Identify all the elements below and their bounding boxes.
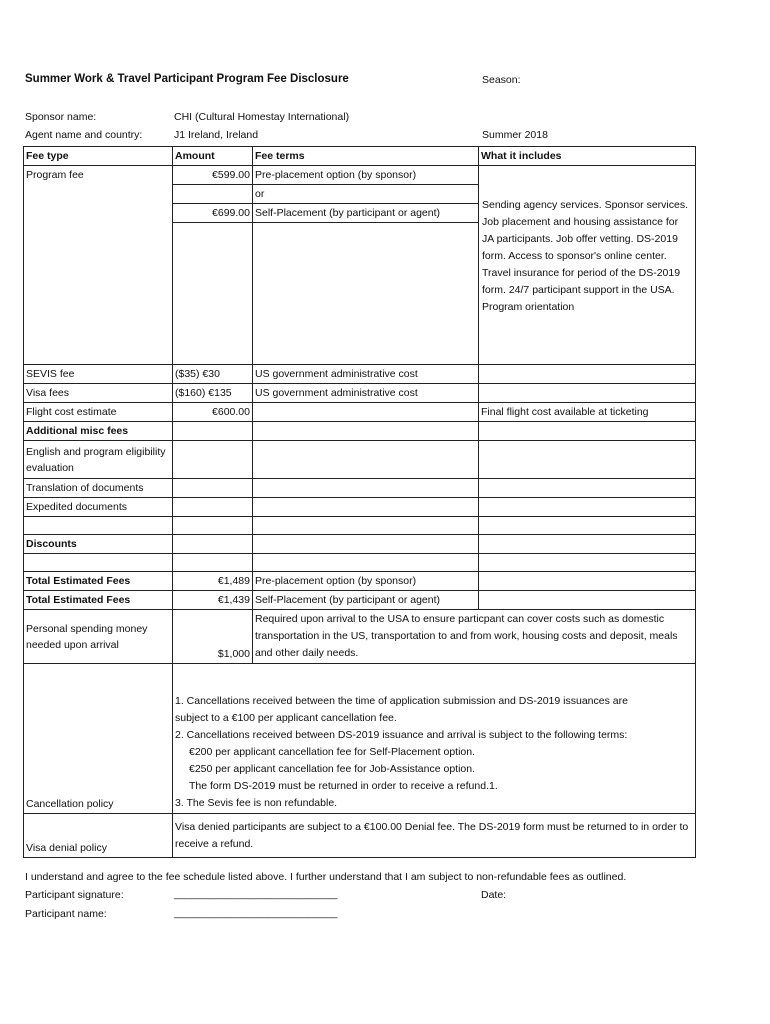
cancellation-policy-label: Cancellation policy xyxy=(24,664,173,814)
visa-denial-text: Visa denied participants are subject to a €100.00 Denial fee. The DS-2019 form must be returned to in order to receive a refund. xyxy=(173,814,696,858)
program-fee-or: or xyxy=(253,185,479,204)
expedited-label: Expedited documents xyxy=(24,498,173,517)
total-fees-amount-1: €1,489 xyxy=(173,572,253,591)
table-row xyxy=(24,591,696,610)
misc-fees-header: Additional misc fees xyxy=(24,422,173,441)
total-fees-label-1: Total Estimated Fees xyxy=(24,572,173,591)
table-row xyxy=(24,572,696,591)
total-fees-label-2: Total Estimated Fees xyxy=(24,591,173,610)
season-label: Season: xyxy=(482,74,521,86)
program-fee-label: Program fee xyxy=(24,166,173,365)
table-row xyxy=(24,403,696,422)
cancellation-policy-text: 1. Cancellations received between the time of application submission and DS-2019 issuances are subject to a €100 per applicant cancellation fee. 2. Cancellations received between DS-2019 issuance and arrival is subject to the following terms: €200 per applicant cancellation fee for Self-Placement option. €250 per applicant cancellation fee for Job-Assistance option. The form DS-2019 must be returned in order to receive a refund.1. 3. The Sevis fee is non refundable. xyxy=(173,664,696,814)
page-title: Summer Work & Travel Participant Program Fee Disclosure xyxy=(25,73,349,85)
sponsor-value: CHI (Cultural Homestay International) xyxy=(174,111,350,123)
table-row xyxy=(24,554,696,572)
visa-denial-label: Visa denial policy xyxy=(24,814,173,858)
spending-money-label: Personal spending money needed upon arrival xyxy=(24,610,173,664)
table-row xyxy=(24,498,696,517)
agreement-statement: I understand and agree to the fee schedule listed above. I further understand that I am subject to non-refundable fees as outlined. xyxy=(25,871,627,883)
english-eval-label: English and program eligibility evaluation xyxy=(24,441,173,479)
program-fee-term-1: Pre-placement option (by sponsor) xyxy=(253,166,479,185)
table-row xyxy=(24,610,696,664)
discounts-label: Discounts xyxy=(24,535,173,554)
header-amount: Amount xyxy=(173,147,253,166)
program-fee-term-2: Self-Placement (by participant or agent) xyxy=(253,204,479,223)
table-row xyxy=(24,441,696,479)
season-value: Summer 2018 xyxy=(482,129,548,141)
header-fee-terms: Fee terms xyxy=(253,147,479,166)
translation-label: Translation of documents xyxy=(24,479,173,498)
spending-money-amount: $1,000 xyxy=(173,610,253,664)
table-row xyxy=(24,517,696,535)
visa-fee-amount: ($160) €135 xyxy=(173,384,253,403)
table-row xyxy=(24,384,696,403)
participant-name-label: Participant name: xyxy=(25,908,107,920)
header-fee-type: Fee type xyxy=(24,147,173,166)
agent-value: J1 Ireland, Ireland xyxy=(174,129,259,141)
table-row xyxy=(24,422,696,441)
visa-fee-terms: US government administrative cost xyxy=(253,384,479,403)
sevis-fee-amount: ($35) €30 xyxy=(173,365,253,384)
total-fees-terms-1: Pre-placement option (by sponsor) xyxy=(253,572,479,591)
header-what-it-includes: What it includes xyxy=(479,147,696,166)
table-row xyxy=(24,166,696,185)
total-fees-terms-2: Self-Placement (by participant or agent) xyxy=(253,591,479,610)
program-fee-amount-2: €699.00 xyxy=(173,204,253,223)
spending-money-terms: Required upon arrival to the USA to ensure particpant can cover costs such as domestic transportation in the US, transportation to and from work, housing costs and deposit, meals and other daily needs. xyxy=(253,610,696,664)
signature-line[interactable]: ____________________________ xyxy=(174,888,338,900)
program-fee-includes: Sending agency services. Sponsor services. Job placement and housing assistance for JA participants. Job offer vetting. DS-2019 form. Access to sponsor's online center. Travel insurance for period of the DS-2019 form. 24/7 participant support in the USA. Program orientation xyxy=(479,166,696,365)
date-label: Date: xyxy=(481,889,507,901)
flight-cost-amount: €600.00 xyxy=(173,403,253,422)
table-row xyxy=(24,535,696,554)
participant-name-line[interactable]: ____________________________ xyxy=(174,907,338,919)
total-fees-amount-2: €1,439 xyxy=(173,591,253,610)
agent-label: Agent name and country: xyxy=(25,129,143,141)
table-row xyxy=(24,479,696,498)
flight-cost-label: Flight cost estimate xyxy=(24,403,173,422)
table-row xyxy=(24,814,696,858)
fee-table xyxy=(23,146,696,858)
sevis-fee-terms: US government administrative cost xyxy=(253,365,479,384)
table-row xyxy=(24,365,696,384)
signature-label: Participant signature: xyxy=(25,889,124,901)
program-fee-amount-1: €599.00 xyxy=(173,166,253,185)
table-row xyxy=(24,664,696,814)
sevis-fee-label: SEVIS fee xyxy=(24,365,173,384)
flight-cost-includes: Final flight cost available at ticketing xyxy=(479,403,696,422)
table-header-row xyxy=(24,147,696,166)
visa-fee-label: Visa fees xyxy=(24,384,173,403)
sponsor-label: Sponsor name: xyxy=(25,111,97,123)
